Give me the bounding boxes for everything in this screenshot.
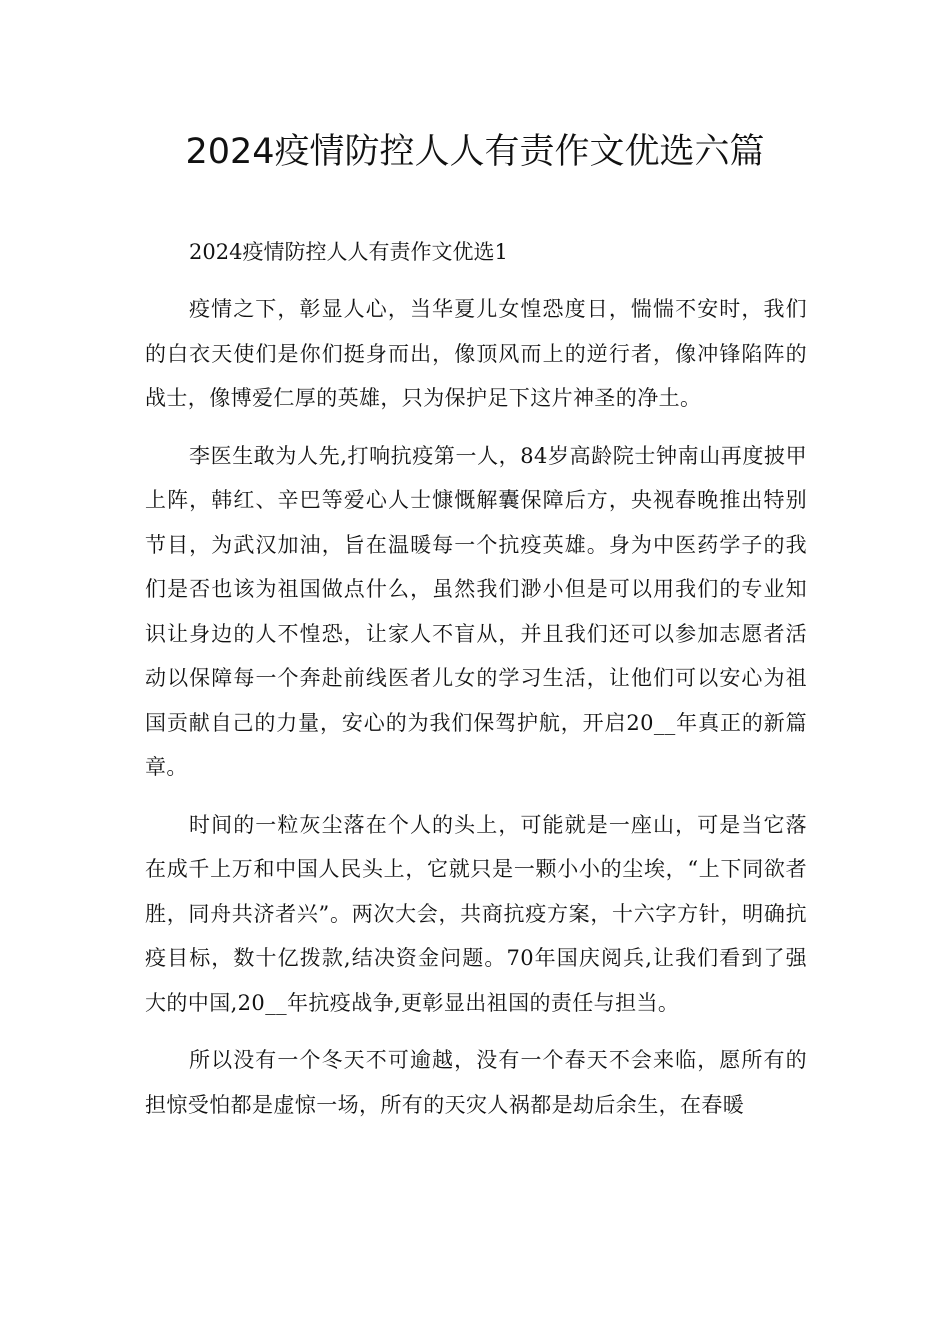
paragraph-2: 李医生敢为人先,打响抗疫第一人，84岁高龄院士钟南山再度披甲上阵，韩红、辛巴等爱心人士慷慨解囊保障后方，央视春晚推出特别节目，为武汉加油，旨在温暖每一个抗疫英雄。身为中医药学子的我们是否也该为祖国做点什么，虽然我们渺小但是可以用我们的专业知识让身边的人不惶恐，让家人不盲从，并且我们还可以参加志愿者活动以保障每一个奔赴前线医者儿女的学习生活，让他们可以安心为祖国贡献自己的力量，安心的为我们保驾护航，开启20__年真正的新篇章。: [145, 443, 807, 779]
document-body: [145, 230, 807, 1140]
paragraph-3: 时间的一粒灰尘落在个人的头上，可能就是一座山，可是当它落在成千上万和中国人民头上，它就只是一颗小小的尘埃，“上下同欲者胜，同舟共济者兴”。两次大会，共商抗疫方案，十六字方针，明确抗疫目标，数十亿拨款,结决资金问题。70年国庆阅兵,让我们看到了强大的中国,20__年抗疫战争,更彰显出祖国的责任与担当。: [145, 812, 807, 1015]
paragraph-1: 疫情之下，彰显人心，当华夏儿女惶恐度日，惴惴不安时，我们的白衣天使们是你们挺身而出，像顶风而上的逆行者，像冲锋陷阵的战士，像博爱仁厚的英雄，只为保护足下这片神圣的净土。: [145, 297, 807, 410]
section-subtitle: 2024疫情防控人人有责作文优选1: [189, 240, 508, 264]
paragraph-4: 所以没有一个冬天不可逾越，没有一个春天不会来临，愿所有的担惊受怕都是虚惊一场，所有的天灾人祸都是劫后余生，在春暖: [145, 1048, 807, 1117]
document-title: 2024疫情防控人人有责作文优选六篇: [185, 132, 765, 172]
